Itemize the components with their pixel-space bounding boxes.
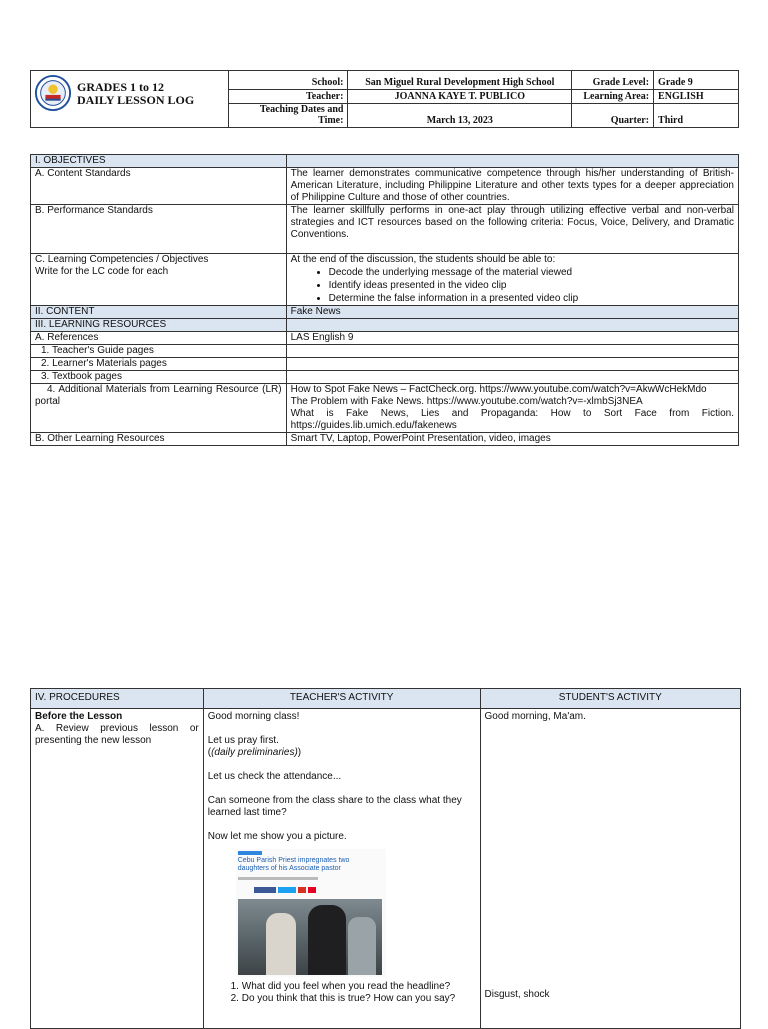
competencies-list [291, 266, 734, 305]
lesson-log-header [30, 70, 739, 128]
procedure-phase-cell [31, 709, 204, 1029]
news-meta-line [238, 877, 318, 880]
student-answer-feeling: Disgust, shock [484, 989, 550, 1000]
email-share-icon [298, 887, 306, 893]
procedures-table [30, 688, 741, 1029]
competencies-label [31, 254, 287, 306]
references-label: A. References [31, 332, 287, 345]
additional-materials-cell [286, 384, 738, 433]
dates-value: March 13, 2023 [348, 104, 572, 128]
textbook-pages-value [286, 371, 738, 384]
teacher-questions-list [208, 981, 476, 1005]
content-standards-label: A. Content Standards [31, 168, 287, 205]
additional-material-3: What is Fake News, Lies and Propaganda: How to Sort Face from Fiction. https://guides.lib.umich.edu/fakenews [290, 408, 734, 431]
content-section-value: Fake News [286, 306, 738, 319]
competencies-cell [286, 254, 738, 306]
learners-materials-value [286, 358, 738, 371]
learners-materials-label: 2. Learner's Materials pages [31, 358, 287, 371]
deped-seal-icon [34, 74, 72, 112]
list-item: 2. Do you think that this is true? How can you say? [242, 993, 476, 1005]
teacher-activity-cell [203, 709, 480, 1029]
teacher-prayer: Let us pray first. [207, 735, 279, 746]
school-label: School: [228, 71, 348, 90]
school-value: San Miguel Rural Development High School [348, 71, 572, 90]
quarter-value: Third [654, 104, 739, 128]
facebook-share-icon [254, 887, 276, 893]
other-resources-value: Smart TV, Laptop, PowerPoint Presentation, video, images [286, 433, 738, 446]
performance-standards-label: B. Performance Standards [31, 205, 287, 254]
list-item: 1. What did you feel when you read the headline? [242, 981, 476, 993]
performance-standards-text: The learner skillfully performs in one-act play through utilizing effective verbal and non-verbal strategies and ICT resources based on the following criteria: Focus, Voice, Delivery, and Dramatic Conventions. [286, 205, 738, 254]
competencies-label-line2: Write for the LC code for each [35, 266, 169, 277]
resources-section-heading: III. LEARNING RESOURCES [31, 319, 287, 332]
resources-section-blank [286, 319, 738, 332]
news-headline: Cebu Parish Priest impregnates two daughters of his Associate pastor [237, 857, 350, 872]
objectives-table [30, 154, 739, 446]
additional-material-2: The Problem with Fake News. https://www.youtube.com/watch?v=-xlmbSj3NEA [290, 396, 643, 407]
additional-materials-label: 4. Additional Materials from Learning Resource (LR) portal [31, 384, 287, 433]
learning-area-value: ENGLISH [654, 90, 739, 104]
student-activity-cell [480, 709, 741, 1029]
objectives-section-blank [286, 155, 738, 168]
additional-material-1: How to Spot Fake News – FactCheck.org. https://www.youtube.com/watch?v=AkwWcHekMdo [290, 384, 707, 395]
news-category-tag [238, 851, 262, 855]
content-section-heading: II. CONTENT [31, 306, 287, 319]
dates-label-line1: Teaching Dates and [259, 104, 344, 115]
teacher-activity-column-header: TEACHER'S ACTIVITY [203, 689, 480, 709]
teacher-greeting: Good morning class! [207, 711, 300, 722]
content-standards-text: The learner demonstrates communicative competence through his/her understanding of British-American Literature, including Philippine Literature and other texts types for a deeper appreciation of Philippine Culture and those of other countries. [286, 168, 738, 205]
grade-label: Grade Level: [572, 71, 654, 90]
list-item: • Determine the false information in a presented video clip [329, 292, 734, 305]
teacher-label: Teacher: [228, 90, 348, 104]
teacher-preliminaries-text: (daily preliminaries) [211, 747, 298, 758]
procedures-column-header: IV. PROCEDURES [31, 689, 204, 709]
teacher-value: JOANNA KAYE T. PUBLICO [348, 90, 572, 104]
dates-label [228, 104, 348, 128]
teacher-review-question: Can someone from the class share to the class what they learned last time? [207, 795, 462, 818]
teachers-guide-label: 1. Teacher's Guide pages [31, 345, 287, 358]
header-title-line1: GRADES 1 to 12 [77, 80, 165, 94]
header-logo-cell [31, 71, 229, 128]
quarter-label: Quarter: [572, 104, 654, 128]
learning-area-label: Learning Area: [572, 90, 654, 104]
procedure-phase-description: A. Review previous lesson or presenting the new lesson [35, 723, 199, 746]
textbook-pages-label: 3. Textbook pages [31, 371, 287, 384]
objectives-section-heading: I. OBJECTIVES [31, 155, 287, 168]
list-item: • Decode the underlying message of the material viewed [329, 266, 734, 279]
teacher-show-picture: Now let me show you a picture. [207, 831, 347, 842]
list-item: • Identify ideas presented in the video clip [329, 279, 734, 292]
student-greeting: Good morning, Ma'am. [484, 711, 586, 722]
twitter-share-icon [278, 887, 296, 893]
news-photo [238, 899, 382, 975]
other-resources-label: B. Other Learning Resources [31, 433, 287, 446]
references-value: LAS English 9 [286, 332, 738, 345]
teacher-preliminaries: ((daily preliminaries)) [207, 747, 302, 758]
teachers-guide-value [286, 345, 738, 358]
teacher-attendance: Let us check the attendance... [207, 771, 342, 782]
competencies-intro: At the end of the discussion, the students should be able to: [290, 254, 556, 265]
student-activity-column-header: STUDENT'S ACTIVITY [480, 689, 741, 709]
dates-label-line2: Time: [318, 115, 344, 126]
competencies-label-line1: C. Learning Competencies / Objectives [35, 254, 209, 265]
news-screenshot-image [236, 849, 386, 977]
header-title-line2: DAILY LESSON LOG [77, 93, 195, 107]
procedure-phase-title: Before the Lesson [35, 711, 123, 722]
grade-value: Grade 9 [654, 71, 739, 90]
pinterest-share-icon [308, 887, 316, 893]
